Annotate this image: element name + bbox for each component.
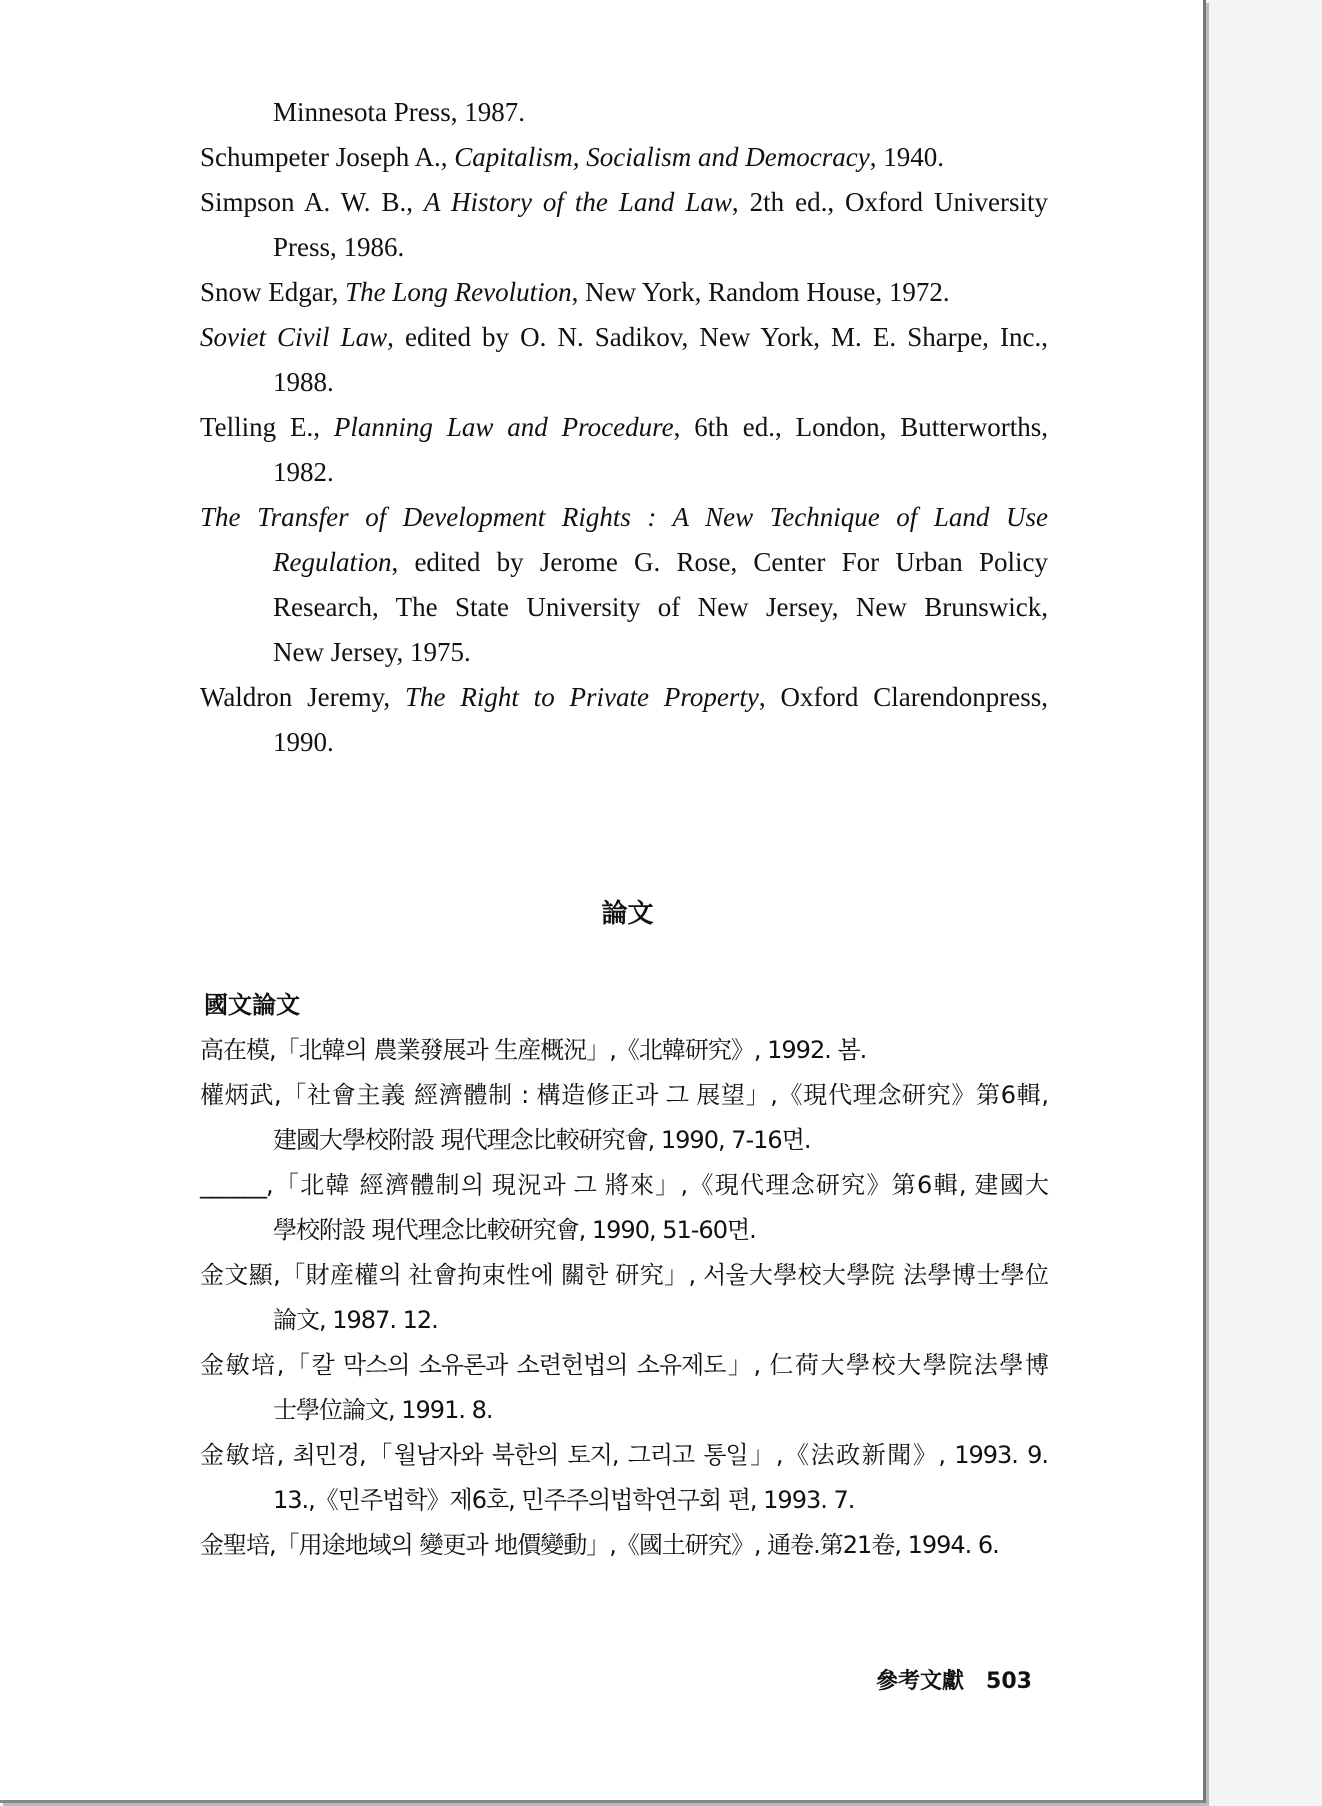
- bibliography-entry: [200, 405, 1048, 495]
- title-text: The Long Revolution: [345, 277, 572, 307]
- entry-text: Waldron Jeremy,: [200, 682, 405, 712]
- entry-text: 13.,《민주법학》제6호, 민주주의법학연구회 편, 1993. 7.: [273, 1486, 855, 1514]
- entry-text: New Jersey, 1975.: [273, 637, 471, 667]
- title-text: The Transfer of Development Rights : A New Technique of Land Use: [200, 502, 1048, 532]
- bibliography-entry: [200, 315, 1048, 405]
- bibliography-entry: [200, 1523, 1048, 1568]
- entry-line: [200, 405, 1048, 450]
- entry-line: [200, 630, 1048, 675]
- entry-line: [200, 225, 1048, 270]
- bibliography-entry: [200, 1073, 1048, 1163]
- entry-line: [200, 1478, 1048, 1523]
- entry-text: Snow Edgar,: [200, 277, 346, 307]
- entry-text: 金敏培,「칼 막스의 소유론과 소련헌법의 소유제도」, 仁荷大學校大學院法學博: [200, 1351, 1048, 1379]
- entry-line: [200, 720, 1048, 765]
- entry-text: , edited by O. N. Sadikov, New York, M. E. Sharpe, Inc.,: [387, 322, 1048, 352]
- entry-text: Schumpeter Joseph A.,: [200, 142, 455, 172]
- bibliography-entry: [200, 1163, 1048, 1253]
- entry-line: [200, 315, 1048, 360]
- entry-line: [200, 1118, 1048, 1163]
- entry-text: 金敏培, 최민경,「월남자와 북한의 토지, 그리고 통일」,《法政新聞》, 1993. 9.: [200, 1441, 1048, 1469]
- entry-line: [200, 1433, 1048, 1478]
- entry-text: 1988.: [273, 367, 334, 397]
- running-title: 參考文獻: [876, 1669, 965, 1694]
- entry-line: [200, 1523, 1048, 1568]
- entry-line: [200, 1388, 1048, 1433]
- entry-text: , edited by Jerome G. Rose, Center For Urban Policy: [391, 547, 1048, 577]
- entry-text: Minnesota Press, 1987.: [273, 97, 525, 127]
- subheading: 國文論文: [204, 991, 300, 1019]
- entry-text: Research, The State University of New Jersey, New Brunswick,: [273, 592, 1048, 622]
- entry-line: [200, 135, 1048, 180]
- entry-text: 1990.: [273, 727, 334, 757]
- entry-text: 高在模,「北韓의 農業發展과 生産概況」,《北韓研究》, 1992. 봄.: [200, 1036, 867, 1064]
- entry-line: [200, 495, 1048, 540]
- entry-line: [200, 1163, 1048, 1208]
- entry-text: 金聖培,「用途地域의 變更과 地價變動」,《國土研究》, 通卷.第21卷, 1994. 6.: [200, 1531, 999, 1559]
- bibliography-entry: [200, 1253, 1048, 1343]
- entry-text: 論文, 1987. 12.: [273, 1306, 438, 1334]
- page-number: 503: [986, 1669, 1032, 1694]
- title-text: Regulation: [273, 547, 392, 577]
- entry-text: 學校附設 現代理念比較研究會, 1990, 51-60면.: [273, 1216, 756, 1244]
- title-text: The Right to Private Property: [404, 682, 759, 712]
- bibliography-entry: [200, 495, 1048, 675]
- bibliography-entry: [200, 90, 1048, 135]
- entry-line: [200, 675, 1048, 720]
- entry-text: , Oxford Clarendonpress,: [758, 682, 1048, 712]
- entry-line: [200, 1028, 1048, 1073]
- bibliography-entry: [200, 1343, 1048, 1433]
- entry-text: Telling E.,: [200, 412, 334, 442]
- bibliography-entry: [200, 135, 1048, 180]
- section-heading: 論文: [601, 899, 654, 929]
- entry-line: [200, 180, 1048, 225]
- entry-line: [200, 585, 1048, 630]
- entry-line: [200, 1298, 1048, 1343]
- entry-line: [200, 1208, 1048, 1253]
- entry-text: Press, 1986.: [273, 232, 405, 262]
- title-text: Soviet Civil Law: [200, 322, 388, 352]
- entry-text: 士學位論文, 1991. 8.: [273, 1396, 493, 1424]
- entry-text: Simpson A. W. B.,: [200, 187, 424, 217]
- entry-line: [200, 1253, 1048, 1298]
- page-footer: [876, 1664, 1032, 1695]
- entry-text: ______,「北韓 經濟體制의 現況과 그 將來」,《現代理念研究》第6輯, 建國大: [200, 1171, 1048, 1199]
- entry-text: , 2th ed., Oxford University: [731, 187, 1048, 217]
- entry-text: 金文顯,「財産權의 社會拘束性에 關한 研究」, 서울大學校大學院 法學博士學位: [200, 1261, 1048, 1289]
- bibliography-entry: [200, 675, 1048, 765]
- entry-text: 權炳武,「社會主義 經濟體制 : 構造修正과 그 展望」,《現代理念研究》第6輯,: [200, 1081, 1048, 1109]
- western-bibliography: [200, 90, 1048, 765]
- entry-text: , New York, Random House, 1972.: [571, 277, 950, 307]
- entry-line: [200, 450, 1048, 495]
- bibliography-entry: [200, 1028, 1048, 1073]
- entry-line: [200, 1343, 1048, 1388]
- bibliography-entry: [200, 180, 1048, 270]
- entry-text: , 1940.: [869, 142, 944, 172]
- title-text: Planning Law and Procedure: [333, 412, 674, 442]
- entry-line: [200, 90, 1048, 135]
- title-text: A History of the Land Law: [423, 187, 732, 217]
- entry-text: 建國大學校附設 現代理念比較研究會, 1990, 7-16면.: [273, 1126, 811, 1154]
- title-text: Capitalism, Socialism and Democracy: [454, 142, 870, 172]
- entry-text: , 6th ed., London, Butterworths,: [673, 412, 1048, 442]
- bibliography-entry: [200, 270, 1048, 315]
- entry-line: [200, 360, 1048, 405]
- entry-text: 1982.: [273, 457, 334, 487]
- entry-line: [200, 270, 1048, 315]
- korean-bibliography: [200, 1028, 1048, 1568]
- entry-line: [200, 1073, 1048, 1118]
- bibliography-entry: [200, 1433, 1048, 1523]
- entry-line: [200, 540, 1048, 585]
